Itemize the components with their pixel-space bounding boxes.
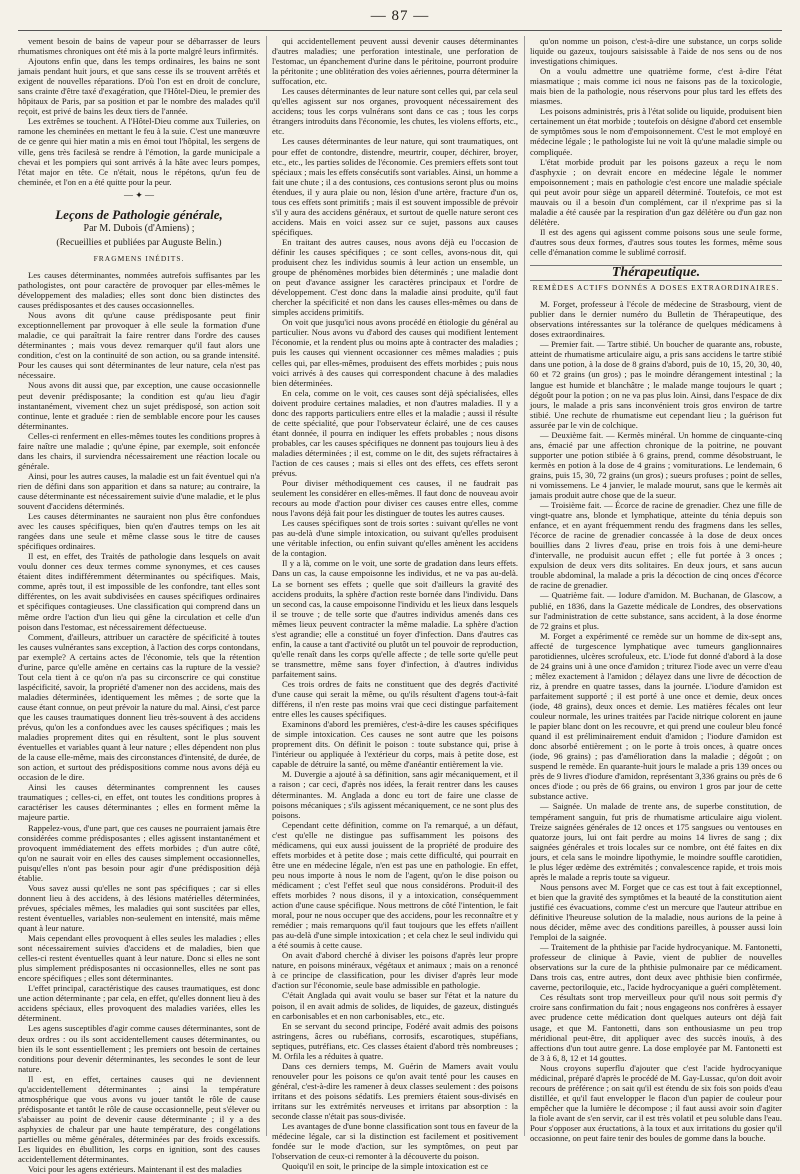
column-left — [18, 36, 260, 1174]
paragraph: Pour diviser méthodiquement ces causes, il ne faudrait pas seulement les considérer en elles-mêmes. Il faut donc de nouveau avoir recours au mode d'action pour diviser ces causes entre elles, comme nous l'avons déjà fait pour les distinguer de toutes les autres causes. — [272, 478, 518, 519]
paragraph: — Premier fait. — Tartre stibié. Un boucher de quarante ans, robuste, atteint de rhumatisme articulaire aigu, a pris sans accidens le tartre stibié dans une potion, à la dose de 8 grains d'abord, puis de 10, 15, 20, 30, 40, 60 et 72 grains (un gros) ; pas le moindre dérangement intestinal ; la langue est humide et blanchâtre ; le malade mange toujours le quart ; dégoût pour la potion ; on ne va pas plus loin. Ainsi, dans l'espace de dix jours, le malade a pris sans inconvénient trois gros environ de tartre stibié. Une rechute de rhumatisme eut cependant lieu ; la guérison fut assurée par le vin de colchique. — [530, 339, 782, 430]
article-subtitle: FRAGMENS INÉDITS. — [93, 253, 185, 263]
paragraph: Les causes déterminantes, nommées autrefois suffisantes par les pathologistes, ont pour caractère de provoquer par elles-mêmes le développement des maladies; elles sont donc bien distinctes des causes prédisposantes et des causes occasionnelles. — [18, 269, 260, 311]
paragraph: M. Forget, professeur à l'école de médecine de Strasbourg, vient de publier dans le dernier numéro du Bulletin de Thérapeutique, des observations intéressantes sur la tolérance de quelques médicamens à doses extraordinaires. — [530, 299, 782, 340]
paragraph: Examinons d'abord les premières, c'est-à-dire les causes spécifiques de simple intoxication. Ces causes ne sont autre que les poisons proprement dits. On définit le poison : toute substance qui, prise à l'intérieur ou appliquée à l'extérieur du corps, mais à petite dose, est capable de détruire la santé, ou même d'anéantir entièrement la vie. — [272, 719, 518, 770]
paragraph: Les causes spécifiques sont de trois sortes : suivant qu'elles ne vont pas au-delà d'une simple intoxication, ou suivant qu'elles produisent une véritable infection, ou enfin suivant qu'elles amènent les accidens de la contagion. — [272, 518, 518, 559]
paragraph: Nous pensons avec M. Forget que ce cas est tout à fait exceptionnel, et bien que la gravité des symptômes et la beauté de la constitution aient justifié ces évacuations, comme c'est un mercure que l'auteur attribue en définitive l'heureuse solution de la maladie, nous aurions de la peine à nous décider, même avec des conditions pareilles, à pousser aussi loin l'emploi de la saignée. — [530, 881, 782, 943]
article-author: Par M. Dubois (d'Amiens) ; — [83, 222, 195, 234]
paragraph: — Troisième fait. — Écorce de racine de grenadier. Chez une fille de vingt-quatre ans, blonde et lymphatique, atteinte du ténia depuis son enfance, et en ayant fréquemment rendu des fragmens dans les selles, l'écorce de racine de grenadier concassée à la dose de deux onces bouillies dans 2 livres d'eau, prise en trois fois à une demi-heure d'intervalle, ne produisit aucun effet ; elle fut portée à 3 onces ; expulsion de deux vers dits solitaires. En deux jours, et sans aucun trouble abdominal, la malade a pris la décoction de cinq onces d'écorce de racine de grenadier. — [530, 500, 782, 591]
paragraph: M. Forget a expérimenté ce remède sur un homme de dix-sept ans, affecté de turgescence lymphatique avec tumeurs ganglionnaires parotidiennes, ulcères scrofuleux, etc. L'iode fut donné d'abord à la dose de 24 grains uni à une once d'amidon ; triturez l'iode avec un verre d'eau ; mêlez exactement à l'amidon ; délayez dans une livre de décoction de riz, à prendre en quatre tasses, dans la journée. L'iodure d'amidon est parfaitement supporté ; il est porté à une once et demie, deux onces (iode, 48 grains), deux onces et demie. Les matières fécales ont leur couleur normale, les urines traitées par l'acide nitrique colorent en jaune le papier blanc dont on les recouvre, et qui prend une couleur bleu foncé quand il est préliminairement enduit d'amidon ; l'iodure d'amidon est donc absorbé entièrement ; on le porte à trois onces, à quatre onces (iode, 96 grains) ; pas d'amélioration dans la maladie ; dégoût ; on suspend le remède. En quarante-huit jours le malade a pris 139 onces ou près de 9 livres d'iodure d'amidon, représentant 3,336 grains ou près de 6 onces d'iode ; ou près de 66 grains, ou environ 1 gros par jour de cette substance active. — [530, 630, 782, 802]
paragraph: On a voulu admettre une quatrième forme, c'est à-dire l'état miasmatique ; mais comme ici nous ne faisons pas de la toxicologie, mais bien de la pathologie, nous réservons pour plus tard les effets des miasmes. — [530, 66, 782, 107]
paragraph: qu'on nomme un poison, c'est-à-dire une substance, un corps solide liquide ou gazeux, toujours saisissable à l'aide de nos sens ou de nos investigations chimiques. — [530, 36, 782, 67]
paragraph: C'était Anglada qui avait voulu se baser sur l'état et la nature du poison, il en avait admis de solides, de liquides, de gazeux, distingués en carbonisables et en non carbonisables, etc., etc. — [272, 990, 518, 1021]
paragraph: Il y a là, comme on le voit, une sorte de gradation dans leurs effets. Dans un cas, la cause empoisonne les individus, et ne va pas au-delà. La se bornent ses effets ; quelle que soit d'ailleurs la gravité des accidens produits, la sphère d'action reste bornée dans l'individu. Dans un second cas, la cause empoisonne l'individu et les lieux dans lesquels il se trouve ; de telle sorte que d'autres individus amenés dans ces mêmes lieux peuvent contracter la même maladie. La sphère d'action s'est agrandie; elle a constitué un foyer d'infection. Dans d'autres cas enfin, la cause a tant d'activité ou plutôt un tel pouvoir de reproduction, qu'elle renaît dans les corps qu'elle affecte ; de telle sorte qu'elle peut se transmettre, même sans foyer d'infection, à d'autres individus parfaitement sains. — [272, 558, 518, 679]
column-middle — [272, 36, 518, 1172]
paragraph: En cela, comme on le voit, ces causes sont déjà spécialisées, elles doivent produire certaines maladies, et non d'autres maladies. Il y a donc des rapports particuliers entre elles et la maladie ; aussi il résulte de cette spécialité, que pour l'observateur éclairé, une de ces causes étant donnée, il pourra en indiquer les effets probables ; nous disons probables, car les causes spécifiques ne donnent pas toujours lieu à des maladies déterminées ; il est, comme on le dit, des sujets réfractaires à l'action de ces causes ; mais si elles ont des effets, ces effets seront prévus. — [272, 387, 518, 479]
paragraph: L'effet principal, caractéristique des causes traumatiques, est donc une action déterminante ; par cela, en effet, qu'elles donnent lieu à des accidens spéciaux, elles provoquent des maladies variées, elles les déterminent. — [18, 983, 260, 1024]
paragraph: Voici pour les agens extérieurs. Maintenant il est des maladies — [28, 1164, 242, 1174]
paragraph: Ajoutons enfin que, dans les temps ordinaires, les bains ne sont jamais pendant huit jours, et que sans cesse ils se trouvent arrêtés et exigent de nouvelles réparations. D'où l'on est en droit de conclure, sans crainte d'être taxé d'exagération, que l'Hôtel-Dieu, le premier des hôpitaux de Paris, par sa position et par le nombre des malades qu'il reçoit, est privé de bains les deux tiers de l'année. — [18, 56, 260, 117]
paragraph: En traitant des autres causes, nous avons déjà eu l'occasion de définir les causes spécifiques ; ce sont celles, avons-nous dit, qui produisent chez les individus soumis à leur action un ensemble, un groupe de phénomènes morbides bien déterminés ; une maladie dont on peut d'avance assigner les caractères principaux et l'ordre de développement. C'est donc dans la maladie ainsi produite, qu'il faut chercher la spécificité et non dans les causes elles-mêmes ou dans de simples accidens primitifs. — [272, 236, 518, 318]
header-rule — [18, 30, 782, 31]
paragraph: On avait d'abord cherché à diviser les poisons d'après leur propre nature, en poisons minéraux, végétaux et animaux ; mais on a renoncé à ce principe de classification, pour les diviser d'après leur mode d'action sur l'économie, seule base admissible en pathologie. — [272, 950, 518, 991]
paragraph: Comment, d'ailleurs, attribuer un caractère de spécificité à toutes les causes vulnérantes sans exception, à l'action des corps contondans, par exemple? A certains actes de l'économie, tels que la rétention d'urine, parce qu'elle amène en certains cas la rupture de la vessie? Tout cela tient à ce qu'on n'a pas su circonscrire ce qui constitue laspécificité, savoir, la propriété d'amener non des accidens, mais des maladies déterminées, identiquement les mêmes ; de sorte que la cause étant connue, on peut prévoir la nature du mal. Ainsi, c'est parce que les causes traumatiques donnent lieu très-souvent à des accidens prévus, qu'on les a confondues avec les causes spécifiques ; mais les maladies proprement dites qui en résultent, sont le plus souvent éventuelles et variables quant à leur nature ; elles dépendent non plus de la cause elle-même, mais des circonstances d'intensité, de durée, de son action, et surtout des prédispositions comme nous avons déjà eu occasion de le dire. — [18, 631, 260, 783]
paragraph: vement besoin de bains de vapeur pour se débarrasser de leurs rhumatismes chroniques ont été mis à la porte malgré leurs infirmités. — [18, 36, 260, 57]
paragraph: Nous avons dit aussi que, par exception, une cause occasionnelle peut devenir prédisposante; la condition est qu'au lieu d'agir instantanément, vivement chez un sujet prédisposé, son action soit continue, lente et graduée : rien de semblable encore pour les causes déterminantes. — [18, 380, 260, 431]
column-divider — [524, 36, 525, 1136]
paragraph: Les causes déterminantes ne sauraient non plus être confondues avec les causes spécifiques, bien qu'en d'autres temps on les ait rangées dans une seule et même classe sous le titre de causes spécifiques ordinaires. — [18, 511, 260, 552]
paragraph: Les causes déterminantes de leur nature, qui sont traumatiques, ont pour effet de contondre, distendre, meurtrir, couper, déchirer, broyer, etc., etc., les parties solides de l'économie. Ces premiers effets sont tout spéciaux ; mais les effets consécutifs sont variables. Ainsi, un homme a fait une chute ; il a des contusions, ces contusions seront plus ou moins étendues, il y aura plaie ou non, lésion d'une artère, fracture d'un os, tous ces effets sont primitifs ; mais il est souvent impossible de prévoir s'il y aura des accidens généraux, et surtout de quelle nature seront ces accidens. Mais en voici assez sur ce sujet, passons aux causes spécifiques. — [272, 136, 518, 237]
page-number: — 87 — — [370, 8, 430, 24]
paragraph: Il est, en effet, certaines causes qui ne deviennent qu'accidentellement déterminantes ; ainsi la température atmosphérique que vous avons vu jouer tantôt le rôle de cause prédisposante et tantôt le rôle de cause occasionnelle, peut s'élever ou s'abaisser au point de devenir cause déterminante ; il y a des asphyxies de chaleur par une haute température, des congélations partielles ou même générales, déterminées par des froids excessifs. Les liquides en ébullition, les corps en ignition, sont des causes accidentellement déterminantes. — [18, 1073, 260, 1165]
article-credit: (Recueillies et publiées par Auguste Belin.) — [56, 237, 222, 248]
divider-ornament: — ✦ — — [123, 189, 155, 200]
paragraph: Ainsi, pour les autres causes, la maladie est un fait éventuel qui n'a rien de défini dans son apparition et dans sa nature; au contraire, la cause déterminante est nécessairement suivie d'une maladie, et le plus souvent d'accidens déterminés. — [18, 470, 260, 512]
paragraph: Dans ces derniers temps, M. Guérin de Mamers avait voulu renouveler pour les poisons ce qu'on avait tenté pour les causes en général, c'est-à-dire les ramener à deux classes seulement : des poisons irritans et des poisons sédatifs. Les premiers étaient sous-divisés en irritans sur les extrémités nerveuses et irritans par absorption : la seconde classe n'était pas sous-divisée. — [272, 1060, 518, 1122]
paragraph: Nous avons dit qu'une cause prédisposante peut finir exceptionnellement par provoquer à elle seule la formation d'une maladie, ce qui paraîtrait la faire rentrer dans l'ordre des causes déterminantes ; mais vous devez remarquer qu'il faut alors une condition, c'est on la continuité de son action, ou sa grande intensité. Pour les causes qui sont déterminantes de leur nature, cela n'est pas nécessaire. — [18, 310, 260, 381]
column-right — [530, 36, 782, 1144]
paragraph: Quoiqu'il en soit, le principe de la simple intoxication est ce — [282, 1161, 489, 1172]
paragraph: Ces trois ordres de faits ne constituent que des degrés d'activité d'une cause qui serait la même, ou qu'ils résultent d'agens tout-à-fait différens, il n'en reste pas moins vrai que ceci distingue parfaitement entre elles les causes spécifiques. — [272, 679, 518, 720]
paragraph: Ces résultats sont trop merveilleux pour qu'il nous soit permis d'y croire sans confirmation du fait ; nous engageons nos confrères à essayer avec prudence cette médication dont quelques auteurs ont déjà fait usage, et que M. Fantonetti, dans son enthousiasme un peu trop méridional peut-être, dit appliquer avec des succès inouïs, à des affections d'un tout autre genre. La dose employée par M. Fantonetti est de 3 à 6, 8, 12 et 14 gouttes. — [530, 992, 782, 1063]
column-divider — [266, 36, 267, 1136]
paragraph: — Traitement de la phthisie par l'acide hydrocyanique. M. Fantonetti, professeur de clinique à Pavie, vient de publier de nouvelles observations sur la cure de la phthisie pulmonaire par ce médicament. Dans trois cas, entre autres, dont deux avec phthisie bien confirmée, caverne, pectoriloquie, etc., l'acide hydrocyanique a guéri complètement. — [530, 942, 782, 993]
paragraph: — Deuxième fait. — Kermès minéral. Un homme de cinquante-cinq ans, émacié par une affection chronique de la poitrine, ne pouvant supporter une potion stibiée à 6 grains, prend, comme désobstruant, le kermès en potion à la dose de 4 grains ; vomiturations. Le lendemain, 6 grains, puis 15, 30, 72 grains (un gros) ; sueurs profuses ; point de selles, ni vomissemens. Le 4 janvier, le malade mourut, sans que le kermès ait jamais produit autre chose que de la sueur. — [530, 429, 782, 501]
article-title: Leçons de Pathologie générale, — [55, 206, 223, 222]
paragraph: Celles-ci renferment en elles-mêmes toutes les conditions propres à faire naître une maladie ; qu'une épine, par exemple, soit enfoncée dans les chairs, il surviendra nécessairement une réaction locale ou générale. — [18, 430, 260, 471]
paragraph: Rappelez-vous, d'une part, que ces causes ne pourraient jamais être considérées comme prédisposantes ; elles agissent instantanément et provoquent immédiatement des effets morbides ; d'un autre côté, qu'on ne saurait voir en elles des causes simplement occasionnelles, puisqu'elles n'ont pas besoin pour agir d'une prédisposition déjà établie. — [18, 822, 260, 883]
paragraph: — Saignée. Un malade de trente ans, de superbe constitution, de tempérament sanguin, fut pris de rhumatisme articulaire aigu violent. Treize saignées générales de 12 onces et 175 sangsues ou ventouses en quatorze jours, lui ont fait perdre au moins 14 livres de sang ; dix saignées générales et trois locales sur ce nombre, ont été faites en dix jours, et cela sans le moindre lipothymie, le moindre souffle carotidien, le plus léger œdème des extrémités ; convalescence rapide, et trois mois après le malade a repris toute sa vigueur. — [530, 801, 782, 882]
paragraph: Les causes déterminantes de leur nature sont celles qui, par cela seul qu'elles agissent sur nos organes, provoquent nécessairement des accidens; tous les corps vulnérans sont dans ce cas ; tous les corps étrangers introduits dans l'économie, les chutes, les violens efforts, etc., etc. — [272, 86, 518, 137]
paragraph: Nous croyons superflu d'ajouter que c'est l'acide hydrocyanique médicinal, préparé d'après le procédé de M. Gay-Lussac, qu'on doit avoir recours de préférence ; on sait qu'il est étendu de six fois son poids d'eau distillée, et qu'il faut envelopper le flacon d'un papier de couleur pour empêcher que la lumière le décompose ; il faut aussi avoir soin d'agiter la fiole avant de s'en servir, car il est très volatil et peu soluble dans l'eau. Pour s'opposer aux éructations, à la toux et aux irritations du gosier qu'il occasionne, on peut faire tenir des boules de gomme dans la bouche. — [530, 1062, 782, 1144]
paragraph: En se servant du second principe, Fodéré avait admis des poisons astringens, âcres ou rubéfians, corrosifs, escarotiques, stupéfians, septiques, putréfians, etc. Ces classes étaient d'abord très nombreuses ; M. Orfila les a réduites à quatre. — [272, 1020, 518, 1061]
paragraph: qui accidentellement peuvent aussi devenir causes déterminantes d'autres maladies; une perforation intestinale, une perforation de l'estomac, un épanchement d'urine dans le péritoine, pourront produire la péritonite ; une oblitération des voies aériennes, pourra déterminer la suffocation, etc. — [272, 36, 518, 87]
paragraph: Les poisons administrés, pris à l'état solide ou liquide, produisent bien certainement un état morbide ; toutefois on désigne d'abord cet ensemble de symptômes sous le nom d'empoisonnement. C'est le mot employé en médecine légale ; le pathologiste lui ne voit là qu'une maladie simple ou compliquée. — [530, 106, 782, 157]
paragraph: Cependant cette définition, comme on l'a remarqué, a un défaut, c'est qu'elle ne distingue pas suffisamment les poisons des médicamens, qui eux aussi jouissent de la propriété de produire des effets morbides et à petite dose ; mais cette difficulté, qui pourrait en être une en médecine légale, n'en est pas une en pathologie. En effet, peu nous importe à nous le nom de l'agent, qu'on le dise poison ou médicament ; c'est l'effet seul que nous considérons. Produit-il des effets morbides ? nous disons, il y a intoxication, conséquemment action d'une cause spécifique. Nous mettrons de côté l'intention, le fait moral, pour ne nous occuper que des accidens, pour les reconnaître et y remédier ; mais remarquons qu'il faut toujours que les effets n'aillent pas au-delà d'une simple intoxication ; et cela chez le seul individu qui a été soumis à cette cause. — [272, 819, 518, 951]
paragraph: Les agens susceptibles d'agir comme causes déterminantes, sont de deux ordres : ou ils sont accidentellement causes déterminantes, ou bien ils le sont essentiellement ; les premiers ont besoin de certaines conditions pour devenir déterminantes, les secondes le sont de leur nature. — [18, 1023, 260, 1074]
section-subtitle: REMÈDES ACTIFS DONNÉS A DOSES EXTRAORDINAIRES. — [532, 283, 780, 293]
paragraph: Ainsi les causes déterminantes comprennent les causes traumatiques ; celles-ci, en effet, ont toutes les conditions propres à caractériser les causes déterminantes ; elles en forment même la majeure partie. — [18, 782, 260, 823]
paragraph: — Quatrième fait. — Iodure d'amidon. M. Buchanan, de Glascow, a publié, en 1836, dans la Gazette médicale de Londres, des observations sur l'administration de cette substance, sans accident, à la dose énorme de 72 grains et plus. — [530, 590, 782, 631]
paragraph: Vous savez aussi qu'elles ne sont pas spécifiques ; car si elles donnent lieu à des accidens, à des lésions matérielles déterminées, prévues, spéciales mêmes, les maladies qui sont suscitées par elles, restent éventuelles, variables non-seulement en intensité, mais même quant à leur nature. — [18, 882, 260, 933]
paragraph: Les extrêmes se touchent. A l'Hôtel-Dieu comme aux Tuileries, on ramone les cheminées en mettant le feu à la suie. C'est une manœuvre de ce genre qui hier matin a mis en émoi tout l'hôpital, les sergens de ville, gens très facilesà se rendre à l'émotion, la garde municipale a chevai et les pompiers qui sont arrivés à la hâte avec leurs pompes, l'état major en tête. Ce n'était, nous le répétons, qu'un feu de cheminée, et l'on en a été quitte pour la peur. — [18, 116, 260, 187]
paragraph: Il est des agens qui agissent comme poisons sous une seule forme, d'autres sous deux formes, d'autres sous toutes les formes, même sous celle d'émanation comme le sublimé corrosif. — [530, 226, 782, 257]
paragraph: Mais cependant elles provoquent à elles seules les maladies ; elles sont nécessairement suivies d'accidens et de maladies, bien que celles-ci restent éventuelles quant à leur nature. Donc si elles ne sont plus simplement prédisposantes ni occasionnelles, elles ne sont pas encore spécifiques ; elles sont déterminantes. — [18, 933, 260, 984]
paragraph: M. Duvergie a ajouté à sa définition, sans agir mécaniquement, et il a raison ; car ceci, d'après nos idées, la ferait rentrer dans les causes déterminantes. M. Anglada a donc eu tort de faire une classe de poisons mécaniques ; s'ils agissent mécaniquement, ce ne sont plus des poisons. — [272, 769, 518, 820]
paragraph: L'état morbide produit par les poisons gazeux a reçu le nom d'asphyxie ; on devrait encore en médecine légale le nommer empoisonnement ; mais en pathologie c'est encore une maladie spéciale qui peut avoir pour siège un appareil déterminé. Toutefois, ce mot est mauvais ou il a besoin d'un complément, car il n'exprime pas si la maladie a été causée par la respiration d'un gaz délétère ou d'un gaz non délétère. — [530, 156, 782, 227]
paragraph: Il est, en effet, des Traités de pathologie dans lesquels on avait voulu donner ces deux termes comme synonymes, et ces causes étaient dites indifféremment déterminantes ou spécifiques. Mais, comme, après tout, il est impossible de les confondre, tant elles sont différentes, on les avait subdivisées en causes spécifiques ordinaires et spécifiques contagieuses. Une classification qui comprend dans un même ordre l'action d'un lieu qui gêne la circulation et celle d'un poison dans l'estomac, est nécessairement défectueuse. — [18, 551, 260, 632]
section-title: Thérapeutique. — [530, 265, 782, 281]
paragraph: Les avantages de d'une bonne classification sont tous en faveur de la médecine légale, car si la distinction est facilement et positivement fondée sur le mode d'action, sur les symptômes, on peut par l'observation de ceux-ci remonter à la découverte du poison. — [272, 1121, 518, 1162]
paragraph: On voit que jusqu'ici nous avons procédé en étiologie du général au particulier. Nous avons vu d'abord des causes qui modifient lentement l'économie, et la rendent plus ou moins apte à contracter des maladies ; puis les causes qui viennent occasionner ces mêmes maladies ; puis celles qui, par elles-mêmes, produisent des effets morbides ; puis nous voici arrivés à des causes qui correspondent chacune à des maladies bien déterminées. — [272, 317, 518, 388]
